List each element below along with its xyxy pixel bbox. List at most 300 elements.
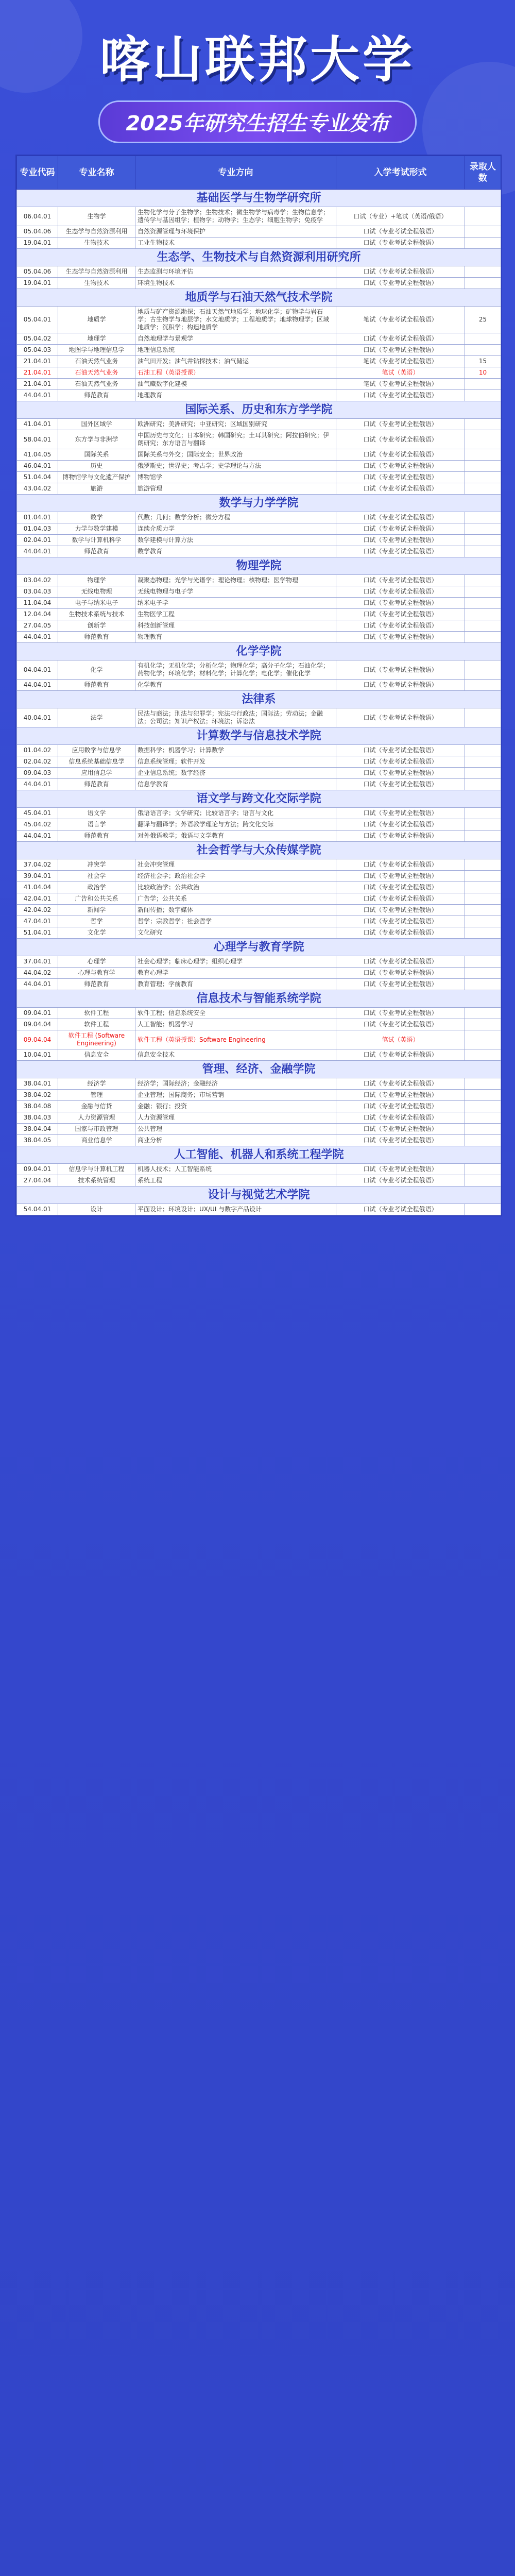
page-title: 喀山联邦大学 (100, 31, 415, 89)
cell-n (465, 859, 501, 871)
cell-n (465, 905, 501, 916)
table-row (17, 367, 501, 379)
cell-code: 03.04.02 (17, 575, 58, 586)
table-row (17, 831, 501, 842)
cell-n (465, 779, 501, 790)
school-name: 物理学院 (17, 557, 501, 575)
cell-name: 技术系统管理 (58, 1175, 135, 1187)
cell-exam: 口试（专业考试全程俄语） (336, 1090, 465, 1101)
school-row (17, 691, 501, 708)
table-row (17, 756, 501, 768)
cell-exam: 口试（专业考试全程俄语） (336, 512, 465, 523)
cell-dir: 国际关系与外交；国际安全；世界政治 (135, 449, 336, 461)
school-row (17, 401, 501, 419)
table-row (17, 449, 501, 461)
cell-name: 石油天然气业务 (58, 379, 135, 390)
cell-exam: 口试（专业考试全程俄语） (336, 979, 465, 990)
cell-n (465, 1030, 501, 1049)
cell-name: 生物技术系统与技术 (58, 609, 135, 620)
cell-code: 38.04.04 (17, 1124, 58, 1135)
cell-n (465, 819, 501, 831)
cell-name: 生物技术 (58, 238, 135, 249)
cell-exam: 口试（专业考试全程俄语） (336, 893, 465, 905)
cell-n (465, 598, 501, 609)
school-name: 社会哲学与大众传媒学院 (17, 842, 501, 859)
cell-code: 51.04.04 (17, 472, 58, 483)
cell-exam: 笔试（英语） (336, 367, 465, 379)
cell-code: 02.04.02 (17, 756, 58, 768)
cell-name: 应用信息学 (58, 768, 135, 779)
cell-code: 21.04.01 (17, 379, 58, 390)
table-row (17, 1090, 501, 1101)
cell-dir: 旅游管理 (135, 483, 336, 495)
cell-exam: 口试（专业考试全程俄语） (336, 1019, 465, 1030)
cell-dir: 比较政治学；公共政治 (135, 882, 336, 893)
table-row (17, 238, 501, 249)
cell-exam: 笔试（专业考试全程俄语） (336, 307, 465, 333)
cell-exam: 口试（专业考试全程俄语） (336, 472, 465, 483)
cell-n (465, 1090, 501, 1101)
col-header-code: 专业代码 (17, 156, 58, 190)
cell-exam: 口试（专业考试全程俄语） (336, 956, 465, 968)
cell-name: 东方学与非洲学 (58, 430, 135, 449)
cell-n (465, 546, 501, 557)
cell-dir: 企业管理；国际商务；市场营销 (135, 1090, 336, 1101)
cell-name: 石油天然气业务 (58, 367, 135, 379)
cell-exam: 口试（专业考试全程俄语） (336, 916, 465, 927)
table-row (17, 882, 501, 893)
cell-code: 44.04.01 (17, 680, 58, 691)
cell-name: 广告和公共关系 (58, 893, 135, 905)
cell-exam: 口试（专业考试全程俄语） (336, 968, 465, 979)
cell-exam: 口试（专业考试全程俄语） (336, 430, 465, 449)
table-row (17, 1135, 501, 1146)
cell-exam: 口试（专业考试全程俄语） (336, 779, 465, 790)
table-row (17, 512, 501, 523)
cell-code: 41.04.04 (17, 882, 58, 893)
cell-name: 信息学与计算机工程 (58, 1164, 135, 1175)
cell-name: 心理学 (58, 956, 135, 968)
cell-dir: 中国历史与文化；日本研究；韩国研究；土耳其研究；阿拉伯研究；伊朗研究；东方语言与翻译 (135, 430, 336, 449)
table-row (17, 207, 501, 226)
school-row (17, 1061, 501, 1078)
table-row (17, 808, 501, 819)
cell-dir: 数学建模与计算方法 (135, 535, 336, 546)
cell-dir: 数据科学；机器学习；计算数学 (135, 745, 336, 756)
table-row (17, 356, 501, 367)
cell-dir: 工业生物技术 (135, 238, 336, 249)
cell-dir: 教育心理学 (135, 968, 336, 979)
cell-n (465, 1164, 501, 1175)
cell-n (465, 390, 501, 401)
cell-dir: 教育管理；学前教育 (135, 979, 336, 990)
cell-name: 师范教育 (58, 979, 135, 990)
cell-exam: 笔试（英语） (336, 1030, 465, 1049)
program-table (15, 155, 502, 1216)
cell-code: 51.04.01 (17, 927, 58, 939)
cell-name: 应用数学与信息学 (58, 745, 135, 756)
cell-code: 38.04.03 (17, 1112, 58, 1124)
cell-code: 04.04.01 (17, 660, 58, 680)
cell-dir: 信息安全技术 (135, 1049, 336, 1061)
cell-code: 37.04.02 (17, 859, 58, 871)
table-row (17, 1008, 501, 1019)
cell-code: 47.04.01 (17, 916, 58, 927)
cell-code: 05.04.03 (17, 345, 58, 356)
school-name: 法律系 (17, 691, 501, 708)
page-subtitle: 2025年研究生招生专业发布 (98, 100, 416, 143)
cell-n (465, 523, 501, 535)
cell-exam: 口试（专业考试全程俄语） (336, 1112, 465, 1124)
cell-name: 冲突学 (58, 859, 135, 871)
table-row (17, 859, 501, 871)
cell-name: 人力资源管理 (58, 1112, 135, 1124)
cell-name: 师范教育 (58, 632, 135, 643)
cell-code: 38.04.01 (17, 1078, 58, 1090)
cell-exam: 口试（专业考试全程俄语） (336, 1124, 465, 1135)
cell-n (465, 483, 501, 495)
cell-name: 生态学与自然资源利用 (58, 226, 135, 238)
cell-name: 法学 (58, 708, 135, 727)
cell-dir: 数学教育 (135, 546, 336, 557)
table-body (17, 190, 501, 1215)
table-row (17, 768, 501, 779)
cell-exam: 口试（专业考试全程俄语） (336, 546, 465, 557)
table-row (17, 745, 501, 756)
cell-exam: 口试（专业考试全程俄语） (336, 598, 465, 609)
school-row (17, 1187, 501, 1204)
table-row (17, 546, 501, 557)
cell-code: 12.04.04 (17, 609, 58, 620)
cell-name: 地理学 (58, 333, 135, 345)
cell-dir: 物理教育 (135, 632, 336, 643)
cell-dir: 经济学；国际经济；金融经济 (135, 1078, 336, 1090)
cell-n (465, 893, 501, 905)
cell-exam: 口试（专业考试全程俄语） (336, 819, 465, 831)
cell-name: 无线电物理 (58, 586, 135, 598)
cell-dir: 无线电物理与电子学 (135, 586, 336, 598)
cell-name: 信息安全 (58, 1049, 135, 1061)
table-row (17, 1101, 501, 1112)
cell-name: 力学与数学建模 (58, 523, 135, 535)
school-name: 管理、经济、金融学院 (17, 1061, 501, 1078)
cell-name: 管理 (58, 1090, 135, 1101)
cell-exam: 口试（专业考试全程俄语） (336, 927, 465, 939)
cell-dir: 化学教育 (135, 680, 336, 691)
cell-code: 21.04.01 (17, 356, 58, 367)
table-row (17, 609, 501, 620)
cell-code: 44.04.01 (17, 390, 58, 401)
cell-dir: 社会心理学；临床心理学；组织心理学 (135, 956, 336, 968)
cell-n (465, 278, 501, 289)
cell-code: 21.04.01 (17, 367, 58, 379)
cell-exam: 口试（专业考试全程俄语） (336, 1204, 465, 1215)
cell-code: 05.04.06 (17, 266, 58, 278)
cell-n (465, 632, 501, 643)
cell-n (465, 266, 501, 278)
cell-exam: 口试（专业考试全程俄语） (336, 1008, 465, 1019)
cell-name: 心理与教育学 (58, 968, 135, 979)
cell-code: 01.04.02 (17, 745, 58, 756)
table-row (17, 680, 501, 691)
cell-code: 05.04.01 (17, 307, 58, 333)
table-row (17, 979, 501, 990)
cell-code: 09.04.01 (17, 1164, 58, 1175)
cell-code: 01.04.03 (17, 523, 58, 535)
cell-exam: 口试（专业考试全程俄语） (336, 1175, 465, 1187)
cell-exam: 口试（专业考试全程俄语） (336, 586, 465, 598)
cell-code: 41.04.01 (17, 419, 58, 430)
table-row (17, 620, 501, 632)
cell-name: 经济学 (58, 1078, 135, 1090)
cell-name: 生物学 (58, 207, 135, 226)
table-row (17, 927, 501, 939)
cell-dir: 企业信息系统；数字经济 (135, 768, 336, 779)
table-row (17, 419, 501, 430)
cell-n (465, 238, 501, 249)
cell-exam: 口试（专业考试全程俄语） (336, 882, 465, 893)
cell-n (465, 916, 501, 927)
cell-n (465, 620, 501, 632)
school-row (17, 727, 501, 745)
cell-n (465, 1175, 501, 1187)
cell-code: 38.04.05 (17, 1135, 58, 1146)
table-row (17, 333, 501, 345)
cell-n (465, 512, 501, 523)
cell-dir: 信息系统管理；软件开发 (135, 756, 336, 768)
school-row (17, 790, 501, 808)
school-row (17, 557, 501, 575)
cell-code: 44.04.01 (17, 546, 58, 557)
cell-name: 物理学 (58, 575, 135, 586)
cell-code: 44.04.01 (17, 632, 58, 643)
school-name: 生态学、生物技术与自然资源利用研究所 (17, 249, 501, 266)
cell-n (465, 1049, 501, 1061)
cell-n (465, 927, 501, 939)
cell-n (465, 871, 501, 882)
cell-code: 27.04.05 (17, 620, 58, 632)
cell-n (465, 226, 501, 238)
cell-name: 师范教育 (58, 546, 135, 557)
cell-n (465, 586, 501, 598)
cell-n (465, 956, 501, 968)
table-row (17, 1078, 501, 1090)
header (0, 0, 515, 155)
cell-exam: 口试（专业考试全程俄语） (336, 871, 465, 882)
school-name: 数学与力学学院 (17, 495, 501, 512)
cell-code: 42.04.02 (17, 905, 58, 916)
cell-exam: 口试（专业考试全程俄语） (336, 278, 465, 289)
cell-name: 师范教育 (58, 390, 135, 401)
cell-dir: 信息学教育 (135, 779, 336, 790)
cell-name: 地质学 (58, 307, 135, 333)
cell-name: 创新学 (58, 620, 135, 632)
school-name: 语文学与跨文化交际学院 (17, 790, 501, 808)
cell-n: 25 (465, 307, 501, 333)
cell-name: 生态学与自然资源利用 (58, 266, 135, 278)
cell-dir: 纳米电子学 (135, 598, 336, 609)
cell-name: 社会学 (58, 871, 135, 882)
col-header-exam: 入学考试形式 (336, 156, 465, 190)
cell-dir: 俄罗斯史；世界史；考古学；史学理论与方法 (135, 461, 336, 472)
cell-n (465, 430, 501, 449)
cell-exam: 口试（专业考试全程俄语） (336, 768, 465, 779)
cell-code: 38.04.02 (17, 1090, 58, 1101)
cell-dir: 公共管理 (135, 1124, 336, 1135)
cell-n (465, 1135, 501, 1146)
table-row (17, 307, 501, 333)
table-row (17, 916, 501, 927)
cell-name: 国外区域学 (58, 419, 135, 430)
cell-n (465, 882, 501, 893)
cell-exam: 口试（专业考试全程俄语） (336, 575, 465, 586)
cell-n (465, 831, 501, 842)
cell-dir: 对外俄语教学；俄语与文学教育 (135, 831, 336, 842)
cell-exam: 笔试（专业考试全程俄语） (336, 356, 465, 367)
cell-dir: 社会冲突管理 (135, 859, 336, 871)
cell-name: 地图学与地理信息学 (58, 345, 135, 356)
cell-exam: 口试（专业考试全程俄语） (336, 756, 465, 768)
cell-name: 语文学 (58, 808, 135, 819)
cell-name: 化学 (58, 660, 135, 680)
cell-dir: 连续介质力学 (135, 523, 336, 535)
cell-name: 设计 (58, 1204, 135, 1215)
cell-exam: 口试（专业考试全程俄语） (336, 226, 465, 238)
cell-n (465, 968, 501, 979)
school-row (17, 495, 501, 512)
cell-dir: 新闻传播；数字媒体 (135, 905, 336, 916)
table-header-row (17, 156, 501, 190)
table-row (17, 461, 501, 472)
cell-code: 19.04.01 (17, 238, 58, 249)
cell-exam: 口试（专业考试全程俄语） (336, 1078, 465, 1090)
cell-n (465, 808, 501, 819)
cell-name: 哲学 (58, 916, 135, 927)
school-row (17, 939, 501, 956)
cell-code: 11.04.04 (17, 598, 58, 609)
table-row (17, 226, 501, 238)
table-row (17, 1204, 501, 1215)
cell-exam: 口试（专业考试全程俄语） (336, 419, 465, 430)
cell-exam: 口试（专业考试全程俄语） (336, 905, 465, 916)
cell-n (465, 333, 501, 345)
cell-name: 软件工程 (58, 1019, 135, 1030)
table-row (17, 1049, 501, 1061)
cell-code: 38.04.08 (17, 1101, 58, 1112)
cell-code: 43.04.02 (17, 483, 58, 495)
cell-code: 27.04.04 (17, 1175, 58, 1187)
table-row (17, 345, 501, 356)
cell-dir: 人工智能；机器学习 (135, 1019, 336, 1030)
cell-exam: 口试（专业考试全程俄语） (336, 333, 465, 345)
cell-code: 46.04.01 (17, 461, 58, 472)
cell-code: 02.04.01 (17, 535, 58, 546)
cell-dir: 生态监测与环境评估 (135, 266, 336, 278)
col-header-name: 专业名称 (58, 156, 135, 190)
cell-dir: 金融；银行；投资 (135, 1101, 336, 1112)
cell-dir: 平面设计；环境设计；UX/UI 与数字产品设计 (135, 1204, 336, 1215)
cell-dir: 人力资源管理 (135, 1112, 336, 1124)
cell-code: 39.04.01 (17, 871, 58, 882)
cell-name: 石油天然气业务 (58, 356, 135, 367)
cell-n (465, 768, 501, 779)
cell-n (465, 1204, 501, 1215)
cell-name: 博物馆学与文化遗产保护 (58, 472, 135, 483)
cell-code: 03.04.03 (17, 586, 58, 598)
cell-name: 语言学 (58, 819, 135, 831)
cell-dir: 环境生物技术 (135, 278, 336, 289)
cell-name: 数学与计算机科学 (58, 535, 135, 546)
cell-exam: 口试（专业考试全程俄语） (336, 859, 465, 871)
cell-code: 42.04.01 (17, 893, 58, 905)
cell-exam: 口试（专业考试全程俄语） (336, 449, 465, 461)
cell-name: 国际关系 (58, 449, 135, 461)
cell-exam: 口试（专业考试全程俄语） (336, 345, 465, 356)
table-row (17, 1175, 501, 1187)
table-row (17, 586, 501, 598)
cell-exam: 口试（专业考试全程俄语） (336, 461, 465, 472)
cell-exam: 口试（专业考试全程俄语） (336, 483, 465, 495)
cell-n (465, 1124, 501, 1135)
cell-n (465, 1078, 501, 1090)
cell-dir: 地理教育 (135, 390, 336, 401)
cell-exam: 口试（专业考试全程俄语） (336, 632, 465, 643)
cell-dir: 生物化学与分子生物学；生物技术；微生物学与病毒学；生物信息学；遗传学与基因组学；植物学；动物学；生态学；细胞生物学；免疫学 (135, 207, 336, 226)
school-row (17, 190, 501, 207)
table-row (17, 523, 501, 535)
cell-code: 05.04.06 (17, 226, 58, 238)
cell-n (465, 1112, 501, 1124)
cell-exam: 口试（专业考试全程俄语） (336, 680, 465, 691)
cell-code: 37.04.01 (17, 956, 58, 968)
cell-code: 19.04.01 (17, 278, 58, 289)
cell-code: 05.04.02 (17, 333, 58, 345)
col-header-count: 录取人数 (465, 156, 501, 190)
cell-n (465, 419, 501, 430)
school-name: 设计与视觉艺术学院 (17, 1187, 501, 1204)
cell-exam: 口试（专业考试全程俄语） (336, 535, 465, 546)
school-name: 国际关系、历史和东方学学院 (17, 401, 501, 419)
cell-exam: 口试（专业考试全程俄语） (336, 660, 465, 680)
cell-dir: 地理信息系统 (135, 345, 336, 356)
cell-dir: 民法与商法；刑法与犯罪学；宪法与行政法；国际法；劳动法；金融法；公司法；知识产权法；环境法；诉讼法 (135, 708, 336, 727)
cell-dir: 凝聚态物理；光学与光谱学；理论物理；核物理；医学物理 (135, 575, 336, 586)
cell-n (465, 461, 501, 472)
table-row (17, 379, 501, 390)
cell-n (465, 207, 501, 226)
school-row (17, 289, 501, 307)
cell-n (465, 745, 501, 756)
cell-n (465, 708, 501, 727)
cell-name: 生物技术 (58, 278, 135, 289)
table-row (17, 893, 501, 905)
cell-name: 师范教育 (58, 779, 135, 790)
cell-exam: 口试（专业考试全程俄语） (336, 1164, 465, 1175)
cell-code: 09.04.04 (17, 1019, 58, 1030)
cell-code: 44.04.01 (17, 979, 58, 990)
cell-dir: 翻译与翻译学；外语教学理论与方法；跨文化交际 (135, 819, 336, 831)
cell-dir: 系统工程 (135, 1175, 336, 1187)
cell-exam: 口试（专业考试全程俄语） (336, 620, 465, 632)
school-row (17, 1146, 501, 1164)
cell-exam: 口试（专业考试全程俄语） (336, 238, 465, 249)
school-name: 信息技术与智能系统学院 (17, 990, 501, 1008)
cell-exam: 口试（专业考试全程俄语） (336, 745, 465, 756)
cell-exam: 口试（专业考试全程俄语） (336, 266, 465, 278)
cell-dir: 文化研究 (135, 927, 336, 939)
cell-exam: 口试（专业考试全程俄语） (336, 1135, 465, 1146)
table-row (17, 390, 501, 401)
